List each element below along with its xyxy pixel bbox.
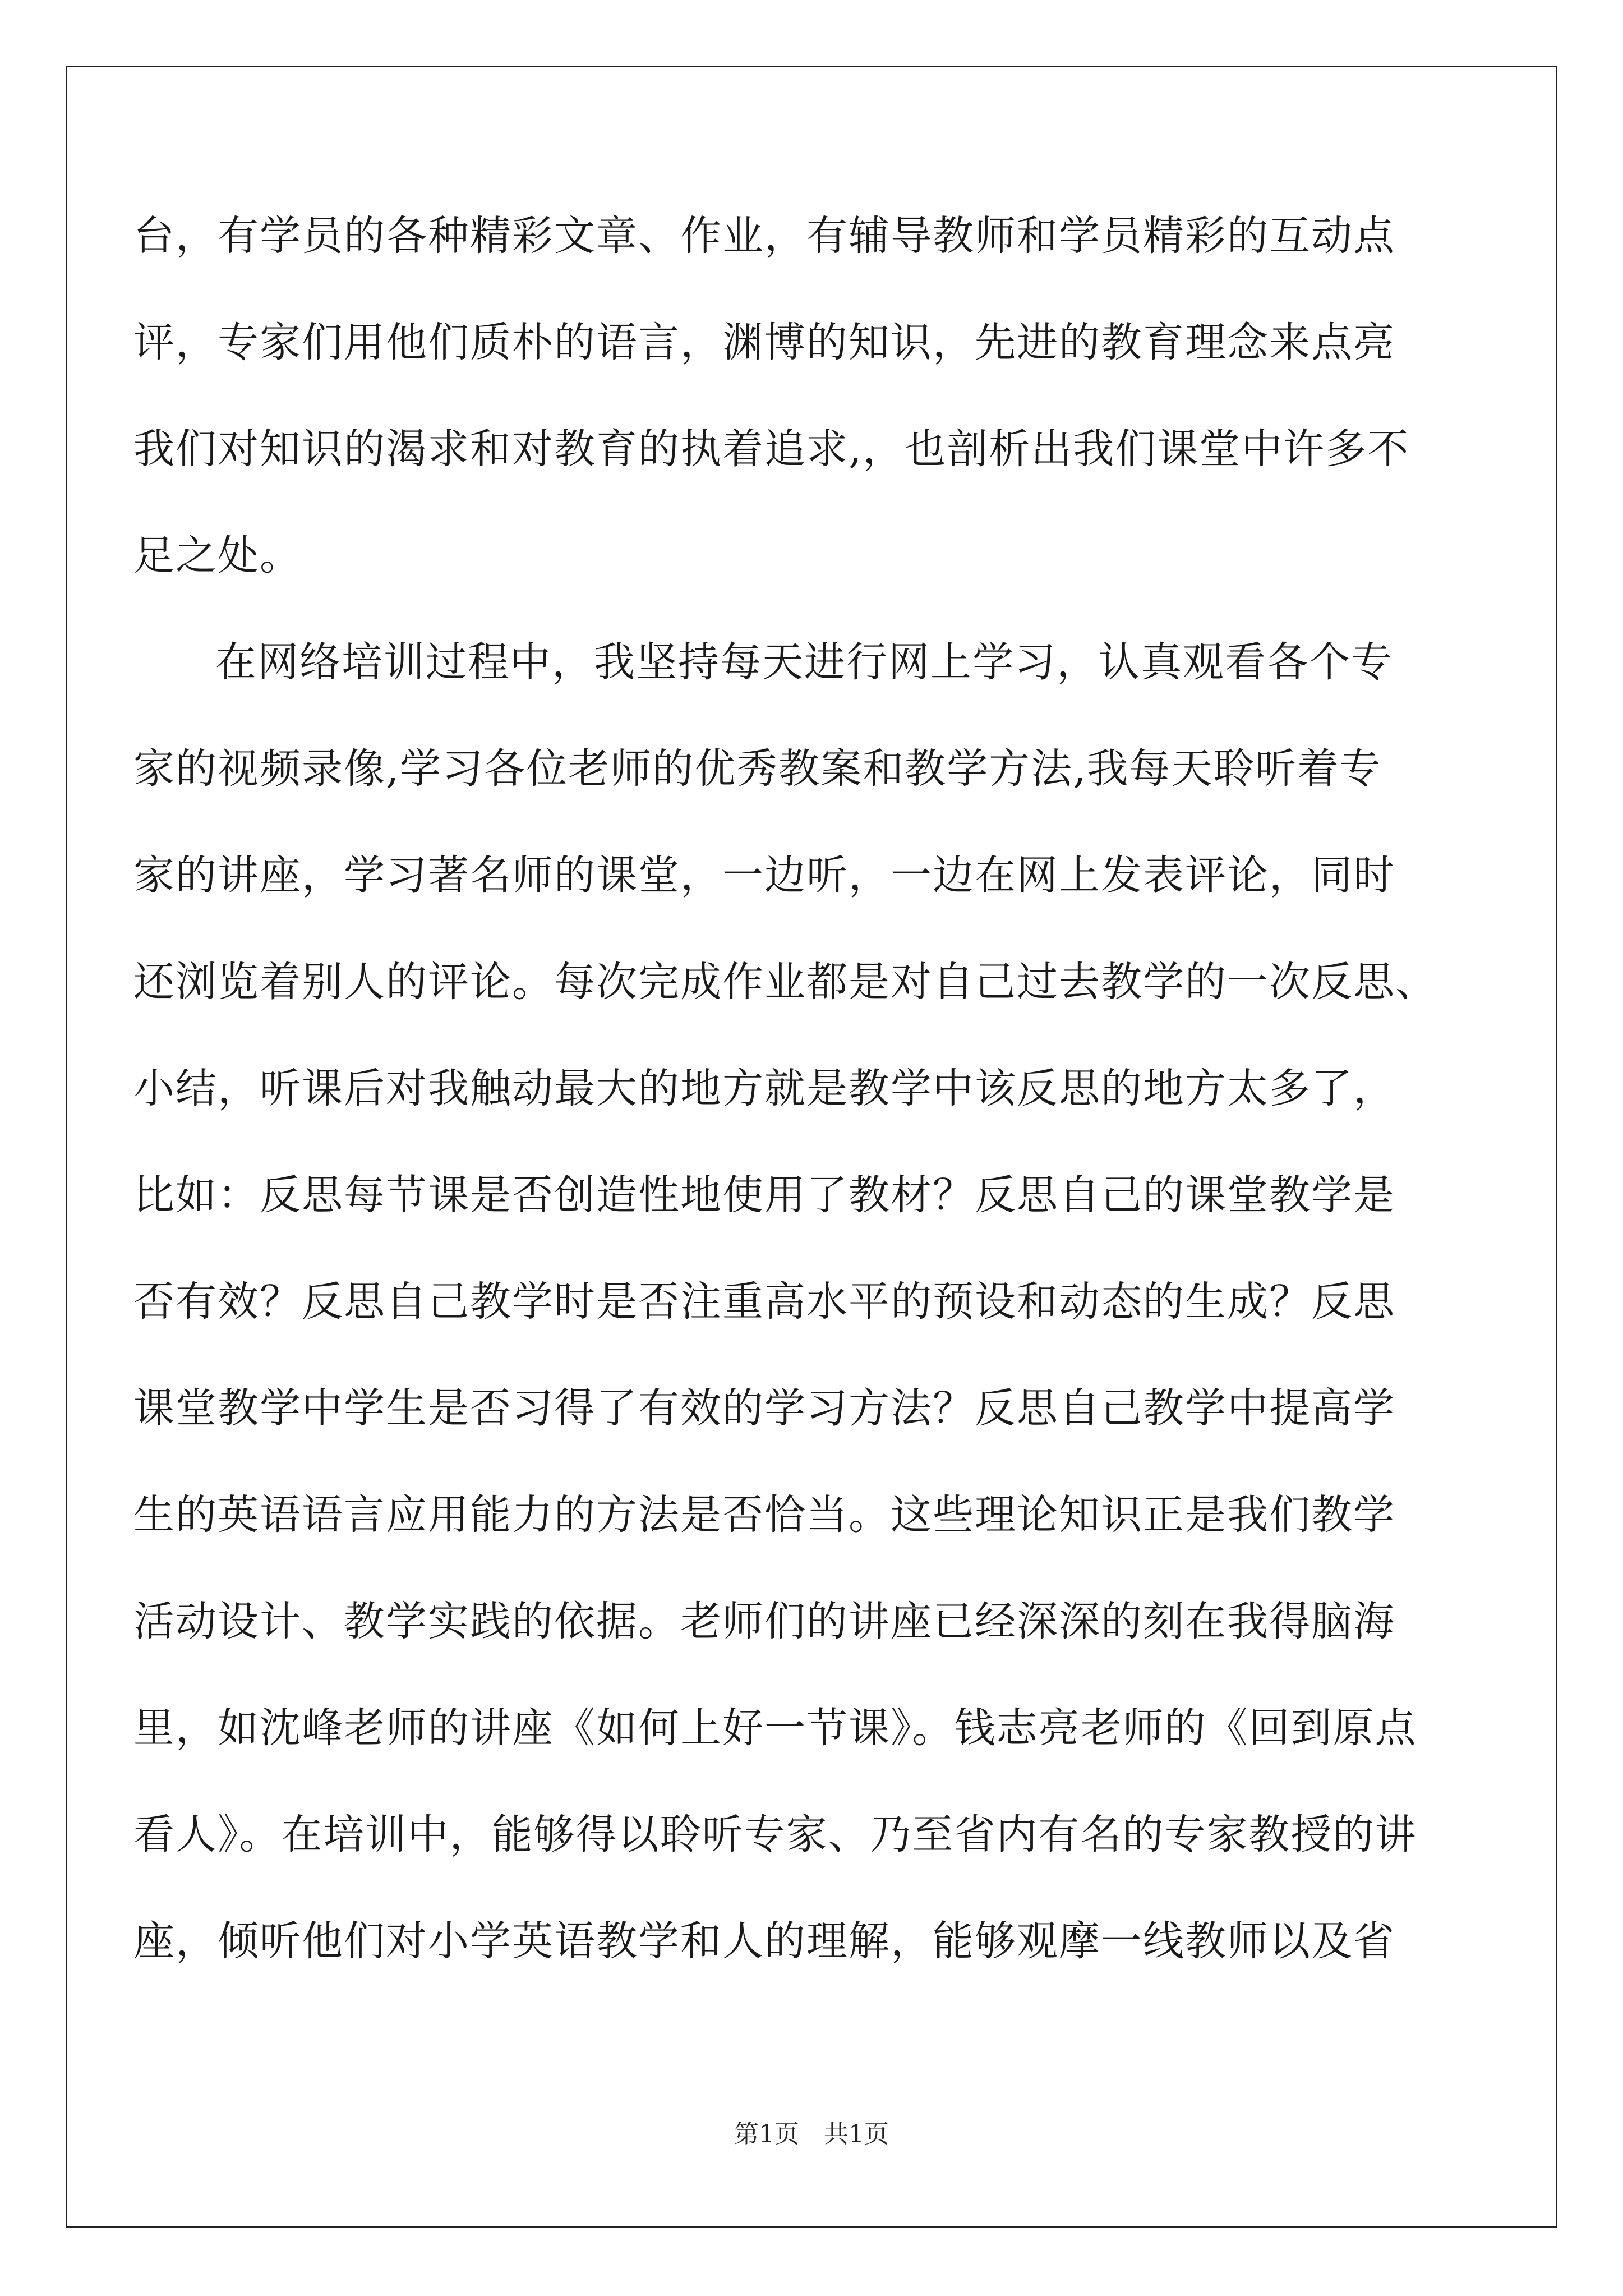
text-line: 足之处。 (133, 532, 302, 579)
text-line: 活动设计、教学实践的依据。老师们的讲座已经深深的刻在我得脑海 (133, 1598, 1395, 1645)
document-body (133, 205, 1486, 2017)
text-line: 家的视频录像,学习各位老师的优秀教案和教学方法,我每天聆听着专 (133, 745, 1382, 793)
text-line: 我们对知识的渴求和对教育的执着追求,，也剖析出我们课堂中许多不 (133, 425, 1410, 473)
text-line: 比如：反思每节课是否创造性地使用了教材？反思自己的课堂教学是 (133, 1171, 1395, 1219)
text-line: 座，倾听他们对小学英语教学和人的理解，能够观摩一线教师以及省 (133, 1917, 1395, 1965)
text-line: 课堂教学中学生是否习得了有效的学习方法？反思自己教学中提高学 (133, 1384, 1395, 1432)
text-line: 里，如沈峰老师的讲座《如何上好一节课》。钱志亮老师的《回到原点 (133, 1704, 1417, 1752)
text-line: 还浏览着别人的评论。每次完成作业都是对自己过去教学的一次反思、 (133, 958, 1437, 1006)
text-line: 看人》。在培训中，能够得以聆听专家、乃至省内有名的专家教授的讲 (133, 1811, 1417, 1858)
text-line: 生的英语语言应用能力的方法是否恰当。这些理论知识正是我们教学 (133, 1491, 1395, 1539)
text-line: 台，有学员的各种精彩文章、作业，有辅导教师和学员精彩的互动点 (133, 212, 1395, 260)
paragraph-first-line: 在网络培训过程中，我坚持每天进行网上学习，认真观看各个专 (215, 638, 1393, 686)
text-line: 家的讲座，学习著名师的课堂，一边听，一边在网上发表评论，同时 (133, 852, 1395, 899)
text-line: 否有效？反思自己教学时是否注重高水平的预设和动态的生成？反思 (133, 1278, 1395, 1326)
text-line: 评，专家们用他们质朴的语言，渊博的知识，先进的教育理念来点亮 (133, 319, 1395, 366)
text-line: 小结，听课后对我触动最大的地方就是教学中该反思的地方太多了， (133, 1065, 1395, 1112)
page-footer: 第1页 共1页 (734, 2120, 889, 2148)
